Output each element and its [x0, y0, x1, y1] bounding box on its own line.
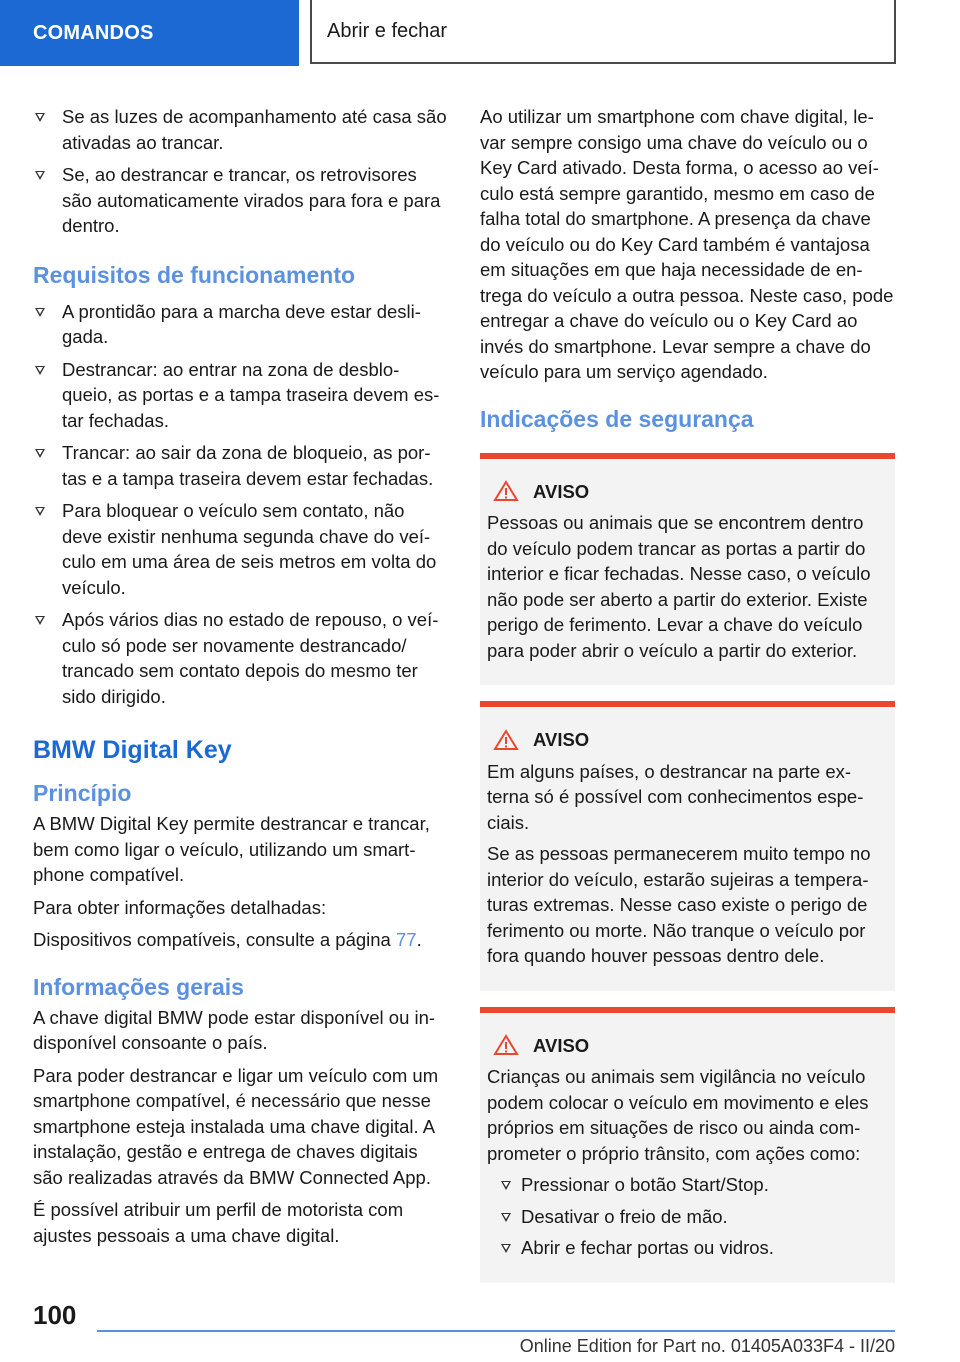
warning-box — [480, 701, 895, 991]
triangle-bullet-icon — [35, 171, 45, 180]
list-item: Se as luzes de acompanhamento até casa são ativadas ao trancar. — [33, 104, 448, 155]
general-paragraph: Para poder destrancar e ligar um veículo com um smartphone compatível, é necessário que nesse smartphone esteja instalada uma chave digital. A instalação, gestão e entrega de chaves digitais são realizadas através da BMW Connected App. — [33, 1064, 439, 1188]
footer-divider — [97, 1330, 895, 1332]
left-column — [33, 104, 448, 1255]
triangle-bullet-icon — [35, 507, 45, 516]
warning-header: AVISO — [487, 727, 887, 753]
warning-triangle-icon — [493, 729, 519, 751]
page-header — [0, 0, 960, 66]
warning-text: Se as pessoas permanecerem muito tempo no interior do veículo, estarão sujeiras a tempera-turas extremas. Nesse caso existe o perigo de ferimento ou morte. Não tranque o veículo por fora quando houver pessoas dentro dele. — [487, 843, 871, 966]
intro-paragraph: Ao utilizar um smartphone com chave digital, le-var sempre consigo uma chave do veículo ou o Key Card ativado. Desta forma, o acesso ao veí-culo está sempre garantido, mesmo em caso de falha total do smartphone. A presença da chave do veículo ou do Key Card também é vantajosa em situações em que haja necessidade de en-trega do veículo a outra pessoa. Neste caso, pode entregar a chave do veículo ou o Key Card ao invés do smartphone. Levar sempre a chave do veículo para um serviço agendado. — [480, 106, 894, 382]
chapter-title: Abrir e fechar — [310, 0, 896, 64]
triangle-bullet-icon — [35, 366, 45, 375]
warning-triangle-icon — [493, 1034, 519, 1056]
list-item: Abrir e fechar portas ou vidros. — [487, 1235, 887, 1261]
warning-text: Crianças ou animais sem vigilância no veículo podem colocar o veículo em movimento e eles próprios em situações de risco ou ainda com-prometer o próprio trânsito, com ações como: — [487, 1066, 869, 1164]
top-bullet-list — [33, 104, 448, 239]
details-text: Para obter informações detalhadas: — [33, 896, 327, 918]
requirements-list — [33, 299, 448, 710]
triangle-bullet-icon — [501, 1213, 511, 1222]
list-item: Para bloquear o veículo sem contato, não deve existir nenhuma segunda chave do veí-culo em uma área de seis metros em volta do veículo. — [33, 498, 448, 600]
edition-text: Online Edition for Part no. 01405A033F4 - II/20 — [519, 1336, 895, 1356]
principle-heading: Princípio — [33, 780, 132, 806]
list-item: Após vários dias no estado de repouso, o veí-culo só pode ser novamente destrancado/ trancado sem contato depois do mesmo ter sido dirigido. — [33, 607, 448, 709]
section-tab: COMANDOS — [0, 0, 299, 66]
list-item: Desativar o freio de mão. — [487, 1204, 887, 1230]
principle-text: A BMW Digital Key permite destrancar e trancar, bem como ligar o veículo, utilizando um smart-phone compatível. — [33, 813, 430, 885]
warning-box — [480, 1007, 895, 1283]
warning-text: Pessoas ou animais que se encontrem dentro do veículo podem trancar as portas a partir do interior e ficar fechadas. Nesse caso, o veículo não pode ser aberto a partir do exterior. Existe perigo de ferimento. Levar a chave do veículo para poder abrir o veículo a partir do exterior. — [487, 512, 871, 661]
list-item: Trancar: ao sair da zona de bloqueio, as por-tas e a tampa traseira devem estar fechadas. — [33, 440, 448, 491]
triangle-bullet-icon — [35, 616, 45, 625]
warning-box — [480, 453, 895, 686]
devices-text: Dispositivos compatíveis, consulte a página 77. — [33, 929, 422, 950]
triangle-bullet-icon — [501, 1244, 511, 1253]
list-item: A prontidão para a marcha deve estar desli-gada. — [33, 299, 448, 350]
warning-triangle-icon — [493, 480, 519, 502]
list-item: Se, ao destrancar e trancar, os retrovisores são automaticamente virados para fora e para dentro. — [33, 162, 448, 239]
general-info-heading: Informações gerais — [33, 973, 244, 1000]
right-column — [480, 104, 895, 1299]
warning-text: Em alguns países, o destrancar na parte ex-terna só é possível com conhecimentos espe-ciais. — [487, 760, 864, 833]
list-item: Destrancar: ao entrar na zona de desblo-queio, as portas e a tampa traseira devem es-tar fechadas. — [33, 357, 448, 434]
triangle-bullet-icon — [35, 113, 45, 122]
warning-header: AVISO — [487, 1033, 887, 1059]
general-paragraph: É possível atribuir um perfil de motorista com ajustes pessoais a uma chave digital. — [33, 1199, 404, 1246]
requirements-heading: Requisitos de funcionamento — [33, 261, 356, 288]
general-paragraph: A chave digital BMW pode estar disponível ou in-disponível consoante o país. — [33, 1006, 436, 1053]
page-link[interactable]: 77 — [396, 929, 417, 950]
safety-heading: Indicações de segurança — [480, 405, 754, 432]
warning-header: AVISO — [487, 479, 887, 505]
page-number: 100 — [33, 1300, 77, 1330]
triangle-bullet-icon — [501, 1181, 511, 1190]
list-item: Pressionar o botão Start/Stop. — [487, 1172, 887, 1198]
digital-key-heading: BMW Digital Key — [33, 736, 232, 764]
warning-bullet-list — [487, 1172, 887, 1261]
triangle-bullet-icon — [35, 308, 45, 317]
triangle-bullet-icon — [35, 449, 45, 458]
